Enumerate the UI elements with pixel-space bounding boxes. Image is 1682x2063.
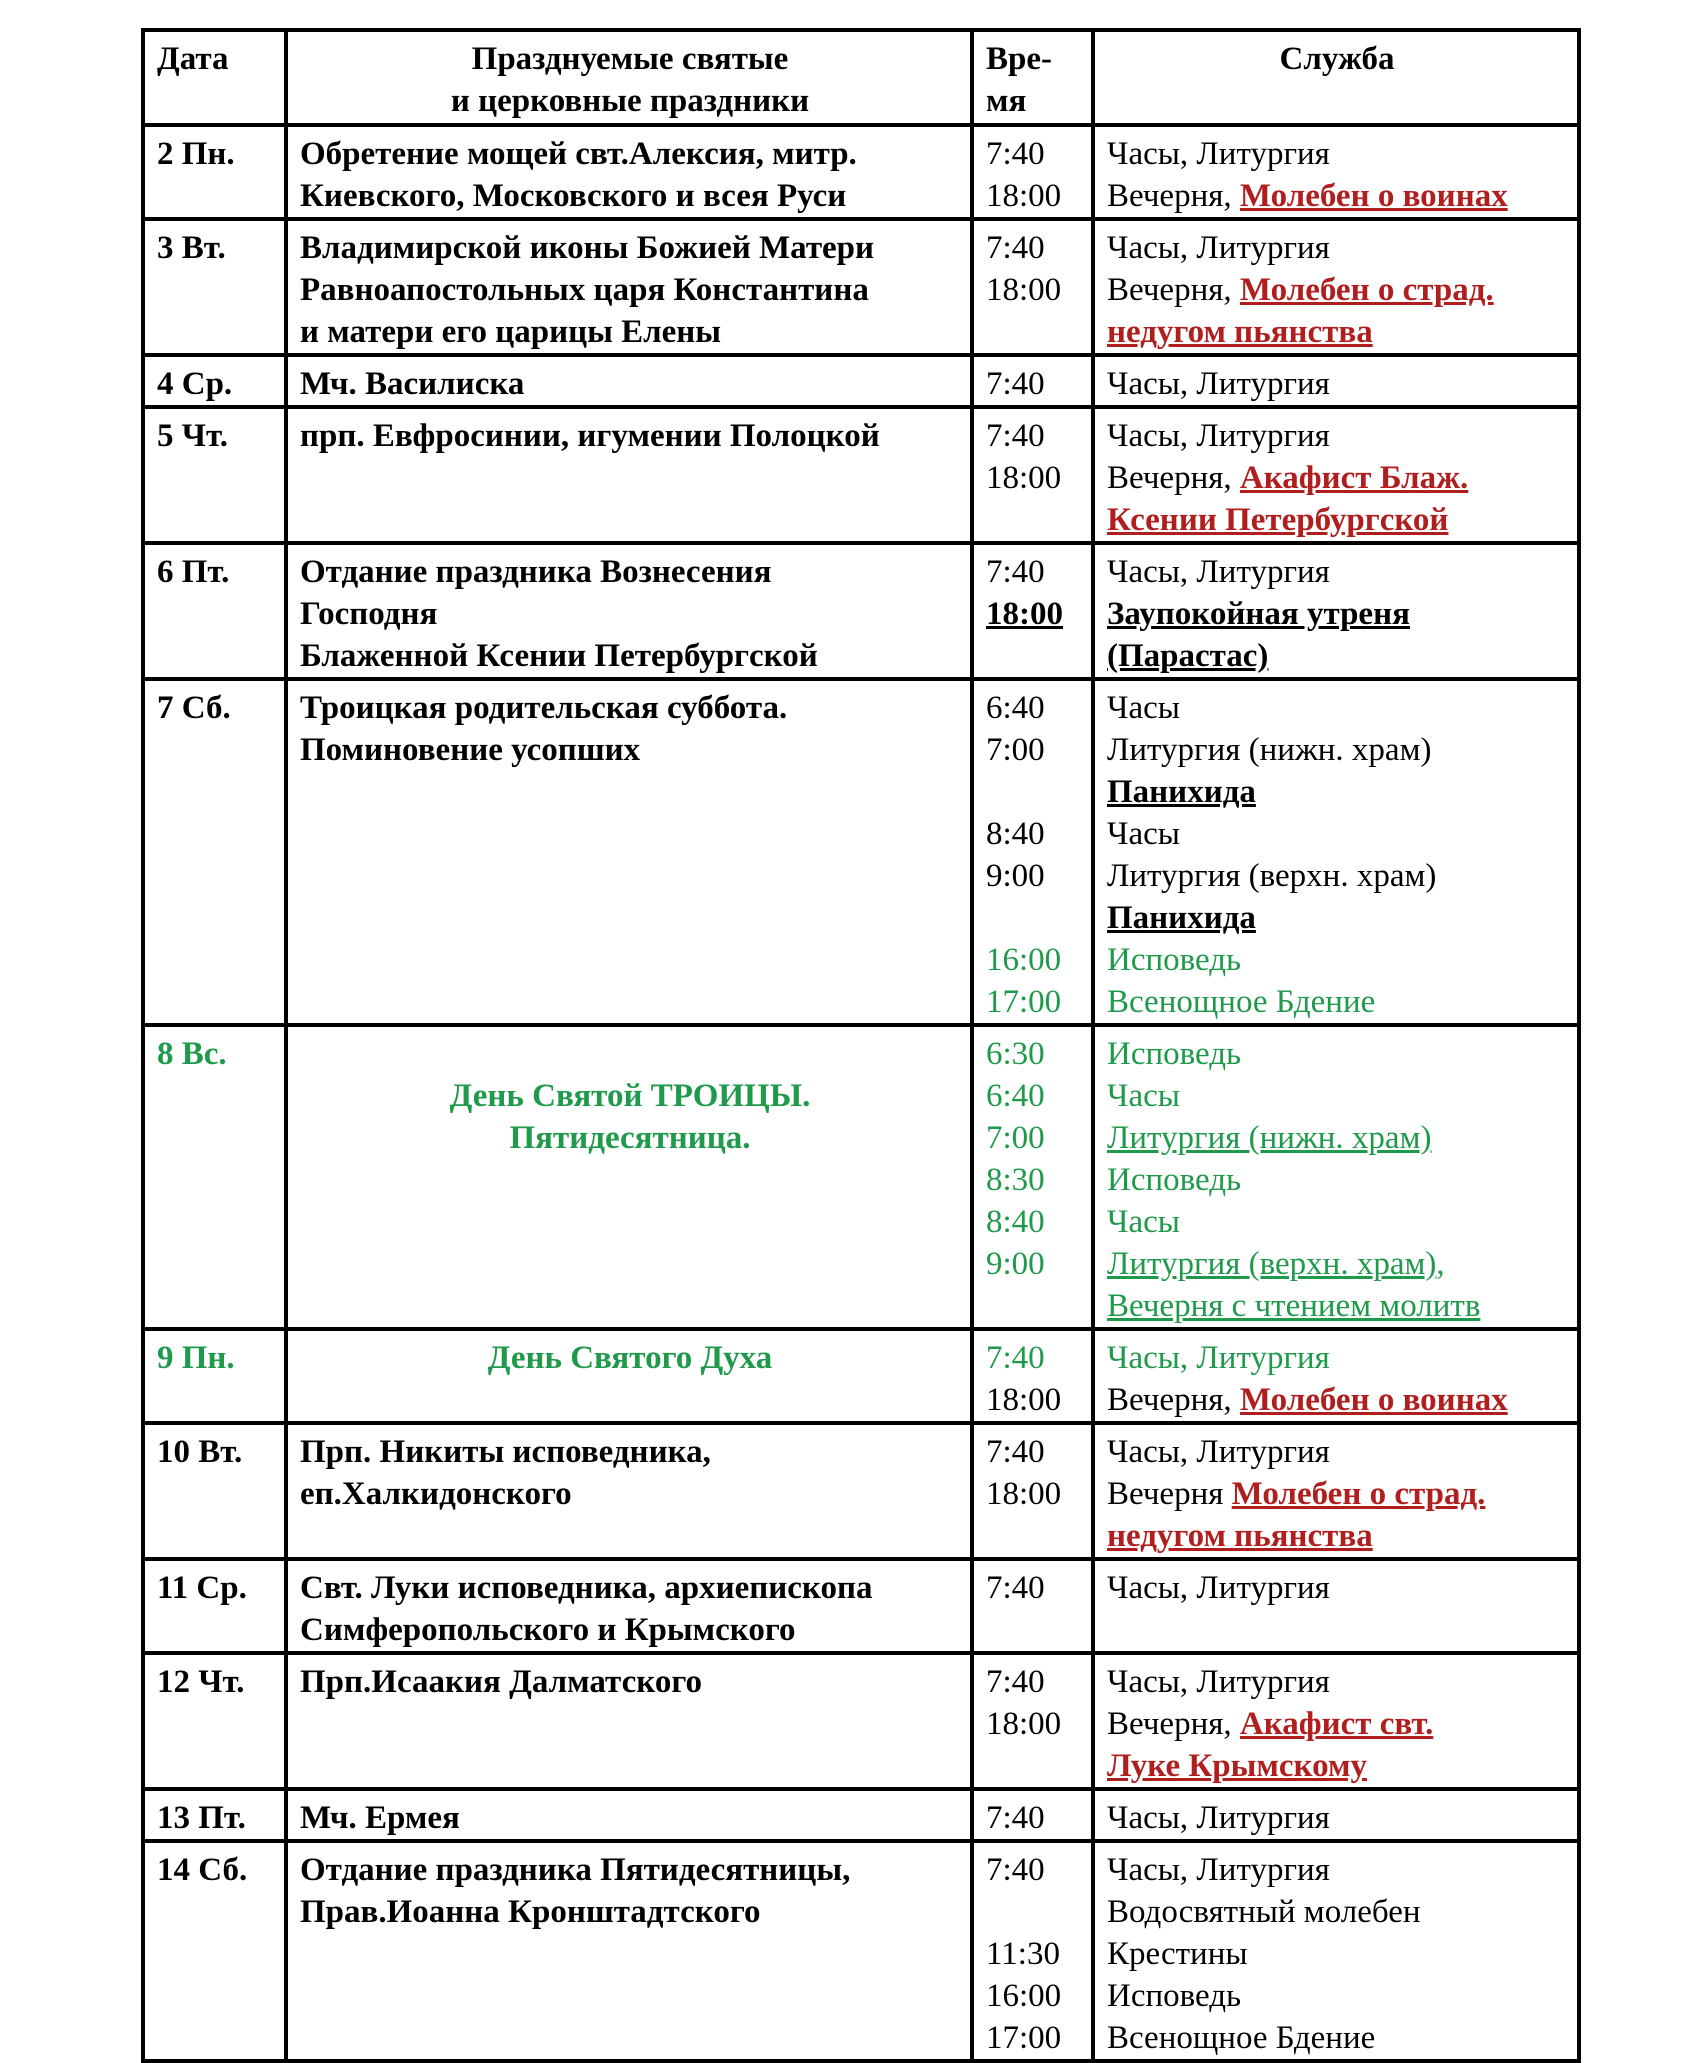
service-time: 7:00 [986, 732, 1045, 768]
feast-cell [286, 125, 972, 219]
service-text: Вечерня, [1107, 460, 1240, 496]
service-time: 7:40 [986, 554, 1045, 590]
feast-cell [286, 1559, 972, 1653]
service-time [986, 1891, 1081, 1933]
service-text: Исповедь [1107, 942, 1242, 978]
service-line [1107, 1975, 1567, 2017]
schedule-table [141, 28, 1581, 2063]
time-cell [972, 355, 1093, 407]
service-text: Вечерня, [1107, 1382, 1240, 1418]
feast-cell [286, 543, 972, 679]
service-time: 8:30 [986, 1162, 1045, 1198]
schedule-row [143, 1329, 1579, 1423]
service-text: Литургия (верхн. храм) [1107, 1246, 1437, 1282]
feast-cell [286, 1025, 972, 1329]
date-label: 8 Вс. [157, 1036, 227, 1072]
service-text: Исповедь [1107, 1162, 1242, 1198]
header-service-label: Служба [1279, 41, 1395, 77]
service-line [1107, 1849, 1567, 1891]
service-text: Вечерня с чтением молитв [1107, 1288, 1481, 1324]
service-cell [1093, 1423, 1579, 1559]
schedule-row [143, 1559, 1579, 1653]
time-cell [972, 125, 1093, 219]
service-line [1107, 1159, 1567, 1201]
service-time [986, 1609, 1081, 1651]
service-line [1107, 1075, 1567, 1117]
time-cell [972, 1025, 1093, 1329]
service-cell [1093, 1789, 1579, 1841]
service-text: Крестины [1107, 1936, 1248, 1972]
service-text: Часы, Литургия [1107, 1800, 1330, 1836]
service-text: Водосвятный молебен [1107, 1894, 1421, 1930]
feast-line: Господня [300, 596, 438, 632]
service-text: Литургия (нижн. храм) [1107, 1120, 1432, 1156]
time-cell [972, 407, 1093, 543]
time-cell [972, 543, 1093, 679]
service-line [1107, 415, 1567, 457]
service-text: Исповедь [1107, 1036, 1242, 1072]
service-time: 18:00 [986, 272, 1062, 308]
service-text: Вечерня, [1107, 178, 1240, 214]
service-line [1107, 1431, 1567, 1473]
time-cell [972, 1559, 1093, 1653]
service-time: 7:40 [986, 230, 1045, 266]
service-line [1107, 981, 1567, 1023]
service-highlight: Молебен о страд. [1239, 272, 1494, 308]
header-feast-line2: и церковные праздники [450, 83, 810, 119]
service-highlight: недугом пьянства [1107, 1518, 1373, 1554]
service-line [1107, 1337, 1567, 1379]
feast-cell [286, 219, 972, 355]
date-cell [143, 407, 286, 543]
service-text: Панихида [1107, 900, 1256, 936]
service-text: Заупокойная утреня [1107, 596, 1410, 632]
header-time-line1: Вре- [986, 41, 1052, 77]
service-time: 7:40 [986, 1664, 1045, 1700]
service-line [1107, 593, 1567, 635]
service-time: 18:00 [986, 178, 1062, 214]
schedule-body [143, 30, 1579, 2061]
service-cell [1093, 219, 1579, 355]
date-cell [143, 1789, 286, 1841]
service-text: Исповедь [1107, 1978, 1242, 2014]
service-text: Вечерня, [1107, 1706, 1240, 1742]
feast-line: Киевского, Московского и всея Руси [300, 178, 847, 214]
service-line [1107, 1797, 1567, 1839]
date-label: 14 Сб. [157, 1852, 248, 1888]
service-text: Часы, Литургия [1107, 230, 1330, 266]
service-time [986, 1515, 1081, 1557]
date-label: 3 Вт. [157, 230, 226, 266]
service-cell [1093, 679, 1579, 1025]
header-date [143, 30, 286, 125]
date-cell [143, 1329, 286, 1423]
service-text: Часы, Литургия [1107, 1664, 1330, 1700]
service-time: 18:00 [986, 1476, 1062, 1512]
feast-line: Отдание праздника Вознесения [300, 554, 772, 590]
feast-line: Мч. Ермея [300, 1800, 460, 1836]
service-highlight: Акафист свт. [1239, 1706, 1434, 1742]
feast-line: День Святой ТРОИЦЫ. [449, 1078, 811, 1114]
service-line [1107, 363, 1567, 405]
service-time: 7:40 [986, 1434, 1045, 1470]
schedule-row [143, 1789, 1579, 1841]
service-highlight: Молебен о страд. [1231, 1476, 1486, 1512]
header-time-line2: мя [986, 83, 1027, 119]
service-time [986, 1745, 1081, 1787]
service-time: 7:40 [986, 136, 1045, 172]
service-line [1107, 813, 1567, 855]
schedule-row [143, 125, 1579, 219]
time-cell [972, 1329, 1093, 1423]
date-cell [143, 1653, 286, 1789]
header-service [1093, 30, 1579, 125]
feast-line: Отдание праздника Пятидесятницы, [300, 1852, 851, 1888]
service-time [986, 897, 1081, 939]
service-highlight: Ксении Петербургской [1107, 502, 1449, 538]
service-line [1107, 1285, 1567, 1327]
date-label: 5 Чт. [157, 418, 228, 454]
service-cell [1093, 1559, 1579, 1653]
service-line [1107, 1891, 1567, 1933]
service-line [1107, 729, 1567, 771]
service-time [986, 771, 1081, 813]
service-cell [1093, 1025, 1579, 1329]
service-line [1107, 311, 1567, 353]
service-line [1107, 1567, 1567, 1609]
feast-cell [286, 1423, 972, 1559]
service-cell [1093, 1841, 1579, 2061]
date-cell [143, 679, 286, 1025]
service-time: 9:00 [986, 1246, 1045, 1282]
service-time: 18:00 [986, 596, 1063, 632]
service-cell [1093, 125, 1579, 219]
service-cell [1093, 1653, 1579, 1789]
service-time: 17:00 [986, 984, 1062, 1020]
service-text: Часы, Литургия [1107, 1570, 1330, 1606]
service-line [1107, 635, 1567, 677]
feast-line: Пятидесятница. [509, 1120, 751, 1156]
service-highlight: Молебен о воинах [1239, 178, 1508, 214]
service-time: 8:40 [986, 1204, 1045, 1240]
schedule-row [143, 1025, 1579, 1329]
schedule-row [143, 1423, 1579, 1559]
service-text: Часы [1107, 816, 1180, 852]
service-text: Часы, Литургия [1107, 418, 1330, 454]
service-line [1107, 939, 1567, 981]
service-cell [1093, 1329, 1579, 1423]
service-text: Часы, Литургия [1107, 366, 1330, 402]
date-label: 2 Пн. [157, 136, 235, 172]
service-time: 16:00 [986, 942, 1062, 978]
service-line [1107, 1379, 1567, 1421]
service-line [1107, 133, 1567, 175]
feast-line: еп.Халкидонского [300, 1476, 572, 1512]
date-cell [143, 1559, 286, 1653]
service-line [1107, 269, 1567, 311]
service-line [1107, 1609, 1567, 1651]
service-line [1107, 897, 1567, 939]
feast-cell [286, 355, 972, 407]
service-line [1107, 499, 1567, 541]
header-feast-line1: Празднуемые святые [471, 41, 789, 77]
service-text: Часы, Литургия [1107, 1852, 1330, 1888]
schedule-row [143, 679, 1579, 1025]
service-text: Часы, Литургия [1107, 136, 1330, 172]
date-label: 11 Ср. [157, 1570, 247, 1606]
service-text: Литургия (нижн. храм) [1107, 732, 1432, 768]
service-line [1107, 2017, 1567, 2059]
service-highlight: недугом пьянства [1107, 314, 1373, 350]
service-cell [1093, 407, 1579, 543]
date-label: 6 Пт. [157, 554, 230, 590]
schedule-row [143, 543, 1579, 679]
service-text: Литургия (верхн. храм) [1107, 858, 1437, 894]
date-label: 12 Чт. [157, 1664, 245, 1700]
service-time: 6:30 [986, 1036, 1045, 1072]
service-time: 7:00 [986, 1120, 1045, 1156]
service-line [1107, 1473, 1567, 1515]
service-time: 6:40 [986, 1078, 1045, 1114]
feast-line: Блаженной Ксении Петербургской [300, 638, 818, 674]
feast-cell [286, 1841, 972, 2061]
time-cell [972, 1423, 1093, 1559]
service-text: Часы [1107, 690, 1180, 726]
service-text: Всенощное Бдение [1107, 984, 1376, 1020]
service-text: Вечерня, [1107, 272, 1240, 308]
service-line [1107, 1033, 1567, 1075]
service-line [1107, 1933, 1567, 1975]
service-time [986, 311, 1081, 353]
service-line [1107, 551, 1567, 593]
feast-line: Прп.Исаакия Далматского [300, 1664, 703, 1700]
date-cell [143, 1841, 286, 2061]
feast-cell [286, 679, 972, 1025]
date-cell [143, 1423, 286, 1559]
service-time: 18:00 [986, 460, 1062, 496]
service-highlight: Молебен о воинах [1239, 1382, 1508, 1418]
time-cell [972, 1789, 1093, 1841]
date-cell [143, 355, 286, 407]
service-text: Всенощное Бдение [1107, 2020, 1376, 2056]
feast-spacer [300, 1033, 960, 1075]
service-line [1107, 1745, 1567, 1787]
feast-line: Владимирской иконы Божией Матери [300, 230, 875, 266]
time-cell [972, 1653, 1093, 1789]
service-text: (Парастас) [1107, 638, 1269, 674]
date-cell [143, 125, 286, 219]
service-highlight: Акафист Блаж. [1239, 460, 1469, 496]
service-time [986, 499, 1081, 541]
header-time [972, 30, 1093, 125]
feast-line: и матери его царицы Елены [300, 314, 722, 350]
service-line [1107, 855, 1567, 897]
service-text: Часы, Литургия [1107, 1434, 1330, 1470]
service-time: 7:40 [986, 1570, 1045, 1606]
feast-line: Поминовение усопших [300, 732, 641, 768]
service-time: 7:40 [986, 1800, 1045, 1836]
service-text: Часы, Литургия [1107, 1340, 1330, 1376]
service-line [1107, 1515, 1567, 1557]
time-cell [972, 679, 1093, 1025]
schedule-row [143, 407, 1579, 543]
service-line [1107, 687, 1567, 729]
service-time [986, 1285, 1081, 1327]
feast-line: День Святого Духа [487, 1340, 773, 1376]
feast-cell [286, 1653, 972, 1789]
service-line [1107, 1661, 1567, 1703]
service-time: 11:30 [986, 1936, 1060, 1972]
feast-cell [286, 407, 972, 543]
date-label: 9 Пн. [157, 1340, 235, 1376]
feast-line: Прп. Никиты исповедника, [300, 1434, 711, 1470]
header-row [143, 30, 1579, 125]
service-text: Вечерня [1107, 1476, 1232, 1512]
service-line [1107, 1117, 1567, 1159]
service-time: 7:40 [986, 1340, 1045, 1376]
service-time: 7:40 [986, 366, 1045, 402]
header-date-label: Дата [157, 41, 229, 77]
service-time: 17:00 [986, 2020, 1062, 2056]
date-label: 4 Ср. [157, 366, 233, 402]
service-line [1107, 1201, 1567, 1243]
service-text: , [1436, 1246, 1445, 1282]
feast-line: прп. Евфросинии, игумении Полоцкой [300, 418, 880, 454]
service-text: Панихида [1107, 774, 1256, 810]
service-cell [1093, 543, 1579, 679]
feast-cell [286, 1789, 972, 1841]
service-text: Часы [1107, 1204, 1180, 1240]
service-line [1107, 1243, 1567, 1285]
schedule-row [143, 1653, 1579, 1789]
time-cell [972, 219, 1093, 355]
service-time: 7:40 [986, 1852, 1045, 1888]
service-time: 16:00 [986, 1978, 1062, 2014]
feast-line: Троицкая родительская суббота. [300, 690, 788, 726]
service-time: 7:40 [986, 418, 1045, 454]
service-highlight: Луке Крымскому [1107, 1748, 1367, 1784]
service-text: Часы [1107, 1078, 1180, 1114]
service-cell [1093, 355, 1579, 407]
service-line [1107, 457, 1567, 499]
date-label: 13 Пт. [157, 1800, 246, 1836]
service-line [1107, 771, 1567, 813]
service-time: 18:00 [986, 1382, 1062, 1418]
service-time: 18:00 [986, 1706, 1062, 1742]
service-text: Часы, Литургия [1107, 554, 1330, 590]
feast-line: Свт. Луки исповедника, архиепископа [300, 1570, 873, 1606]
service-line [1107, 227, 1567, 269]
schedule-row [143, 219, 1579, 355]
date-label: 10 Вт. [157, 1434, 243, 1470]
header-feast [286, 30, 972, 125]
time-cell [972, 1841, 1093, 2061]
feast-cell [286, 1329, 972, 1423]
date-label: 7 Сб. [157, 690, 231, 726]
service-time [986, 635, 1081, 677]
date-cell [143, 219, 286, 355]
feast-line: Равноапостольных царя Константина [300, 272, 869, 308]
service-time: 8:40 [986, 816, 1045, 852]
feast-line: Мч. Василиска [300, 366, 525, 402]
service-line [1107, 1703, 1567, 1745]
feast-line: Обретение мощей свт.Алексия, митр. [300, 136, 857, 172]
service-time: 6:40 [986, 690, 1045, 726]
feast-line: Прав.Иоанна Кронштадтского [300, 1894, 761, 1930]
date-cell [143, 543, 286, 679]
service-time: 9:00 [986, 858, 1045, 894]
date-cell [143, 1025, 286, 1329]
feast-line: Симферопольского и Крымского [300, 1612, 796, 1648]
schedule-row [143, 1841, 1579, 2061]
service-line [1107, 175, 1567, 217]
schedule-row [143, 355, 1579, 407]
